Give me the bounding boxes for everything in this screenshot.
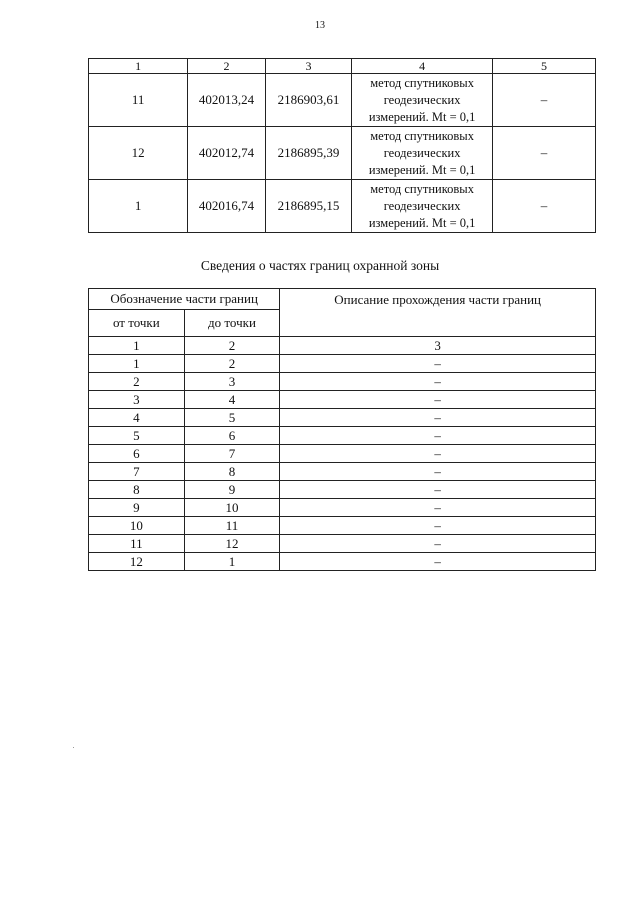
point-cell: 11 — [89, 74, 188, 127]
scan-speck — [73, 747, 74, 748]
from-point-cell: 9 — [89, 499, 185, 517]
note-cell: – — [492, 74, 595, 127]
description-cell: – — [280, 373, 596, 391]
from-point-cell: 6 — [89, 445, 185, 463]
table-row — [89, 127, 596, 180]
from-point-cell: 5 — [89, 427, 185, 445]
parts-header-row — [89, 289, 596, 310]
from-point-cell: 10 — [89, 517, 185, 535]
parts-table-body — [89, 355, 596, 571]
from-point-cell: 8 — [89, 481, 185, 499]
table-row — [89, 74, 596, 127]
method-line: геодезических — [383, 145, 461, 160]
point-cell: 1 — [89, 180, 188, 233]
description-cell: – — [280, 463, 596, 481]
description-cell: – — [280, 553, 596, 571]
coordinates-header-row — [89, 59, 596, 74]
to-point-cell: 8 — [184, 463, 280, 481]
table-row — [89, 499, 596, 517]
from-point-cell: 11 — [89, 535, 185, 553]
note-cell: – — [492, 127, 595, 180]
to-point-cell: 4 — [184, 391, 280, 409]
table-row — [89, 463, 596, 481]
y-coord-cell: 2186895,15 — [265, 180, 351, 233]
to-point-cell: 11 — [184, 517, 280, 535]
boundary-parts-table — [88, 288, 596, 571]
method-line: геодезических — [383, 92, 461, 107]
description-cell: – — [280, 427, 596, 445]
method-cell — [352, 127, 493, 180]
note-cell: – — [492, 180, 595, 233]
method-line: измерений. Mt = 0,1 — [368, 215, 476, 230]
to-point-cell: 9 — [184, 481, 280, 499]
table-row — [89, 373, 596, 391]
method-line: измерений. Mt = 0,1 — [368, 162, 476, 177]
description-cell: – — [280, 499, 596, 517]
description-cell: – — [280, 355, 596, 373]
to-point-cell: 10 — [184, 499, 280, 517]
description-cell: – — [280, 445, 596, 463]
header-boundary-part: Обозначение части границ — [89, 289, 280, 310]
header-to-point: до точки — [184, 310, 280, 337]
col-number-2: 2 — [184, 337, 280, 355]
method-line: измерений. Mt = 0,1 — [368, 109, 476, 124]
table-row — [89, 409, 596, 427]
from-point-cell: 3 — [89, 391, 185, 409]
col-header-2: 2 — [188, 59, 266, 74]
page-number: 13 — [315, 20, 325, 31]
to-point-cell: 5 — [184, 409, 280, 427]
method-line: геодезических — [383, 198, 461, 213]
to-point-cell: 6 — [184, 427, 280, 445]
description-cell: – — [280, 517, 596, 535]
from-point-cell: 7 — [89, 463, 185, 481]
y-coord-cell: 2186895,39 — [265, 127, 351, 180]
col-number-1: 1 — [89, 337, 185, 355]
table-row — [89, 180, 596, 233]
x-coord-cell: 402012,74 — [188, 127, 266, 180]
method-line: метод спутниковых — [370, 75, 474, 90]
x-coord-cell: 402016,74 — [188, 180, 266, 233]
from-point-cell: 1 — [89, 355, 185, 373]
method-cell — [352, 180, 493, 233]
table-row — [89, 427, 596, 445]
x-coord-cell: 402013,24 — [188, 74, 266, 127]
table-row — [89, 517, 596, 535]
header-description: Описание прохождения части границ — [280, 289, 596, 337]
table-row — [89, 445, 596, 463]
col-header-1: 1 — [89, 59, 188, 74]
section-title: Сведения о частях границ охранной зоны — [200, 258, 440, 273]
header-from-point: от точки — [89, 310, 185, 337]
table-row — [89, 535, 596, 553]
to-point-cell: 7 — [184, 445, 280, 463]
table-row — [89, 391, 596, 409]
description-cell: – — [280, 391, 596, 409]
from-point-cell: 2 — [89, 373, 185, 391]
to-point-cell: 3 — [184, 373, 280, 391]
table-row — [89, 355, 596, 373]
from-point-cell: 4 — [89, 409, 185, 427]
description-cell: – — [280, 409, 596, 427]
description-cell: – — [280, 535, 596, 553]
to-point-cell: 1 — [184, 553, 280, 571]
method-cell — [352, 74, 493, 127]
coordinates-table — [88, 58, 596, 233]
method-line: метод спутниковых — [370, 128, 474, 143]
to-point-cell: 12 — [184, 535, 280, 553]
description-cell: – — [280, 481, 596, 499]
point-cell: 12 — [89, 127, 188, 180]
col-number-3: 3 — [280, 337, 596, 355]
to-point-cell: 2 — [184, 355, 280, 373]
column-number-row — [89, 337, 596, 355]
col-header-4: 4 — [352, 59, 493, 74]
y-coord-cell: 2186903,61 — [265, 74, 351, 127]
col-header-3: 3 — [265, 59, 351, 74]
from-point-cell: 12 — [89, 553, 185, 571]
table-row — [89, 481, 596, 499]
method-line: метод спутниковых — [370, 181, 474, 196]
col-header-5: 5 — [492, 59, 595, 74]
table-row — [89, 553, 596, 571]
